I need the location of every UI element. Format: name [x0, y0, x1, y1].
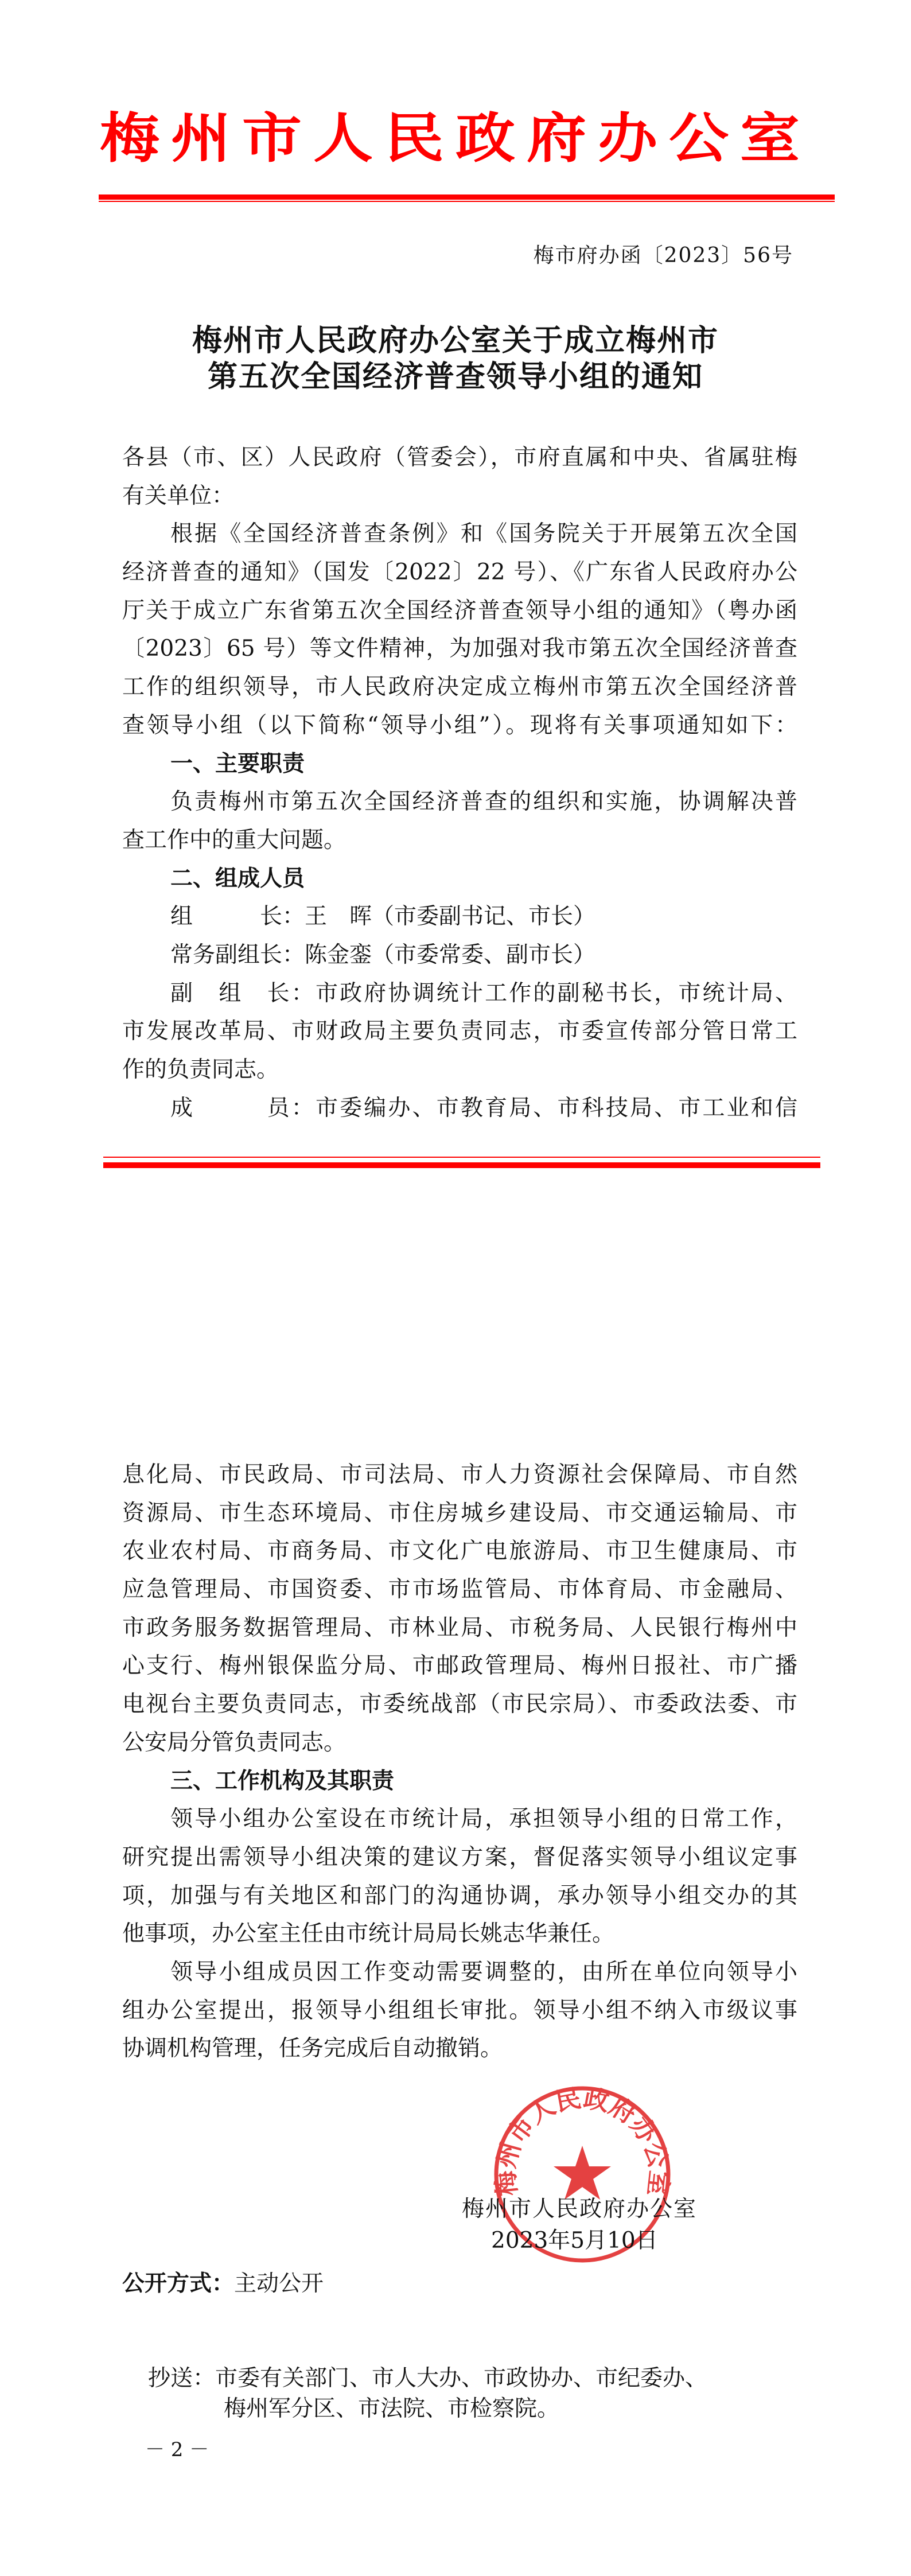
section2-heading: 二、组成人员	[170, 865, 305, 892]
deputy-line: 市发展改革局、市财政局主要负责同志，市委宣传部分管日常工	[122, 1018, 797, 1045]
section3-line: 组办公室提出，报领导小组组长审批。领导小组不纳入市级议事	[122, 1997, 797, 2024]
leader-line: 组 长：王 晖（市委副书记、市长）	[170, 904, 596, 930]
section3-line: 研究提出需领导小组决策的建议方案，督促落实领导小组议定事	[122, 1844, 797, 1870]
issue-date: 2023年5月10日	[491, 2228, 658, 2254]
page2-body	[122, 1456, 797, 2068]
section1-heading: 一、主要职责	[170, 750, 305, 777]
cc-line2: 梅州军分区、市法院、市检察院。	[224, 2396, 560, 2422]
section1-line: 负责梅州市第五次全国经济普查的组织和实施，协调解决普	[170, 789, 797, 815]
document-title-line2: 第五次全国经济普查领导小组的通知	[207, 359, 703, 394]
members-line: 心支行、梅州银保监分局、市邮政管理局、梅州日报社、市广播	[122, 1653, 797, 1679]
intro-line: 查领导小组（以下简称“领导小组”）。现将有关事项通知如下：	[122, 712, 797, 738]
members-line: 息化局、市民政局、市司法局、市人力资源社会保障局、市自然	[122, 1462, 797, 1488]
disclosure-value: 主动公开	[234, 2271, 324, 2297]
document-number: 梅市府办函〔2023〕56号	[533, 244, 793, 267]
members-line: 公安局分管负责同志。	[122, 1729, 347, 1756]
salutation-line: 各县（市、区）人民政府（管委会），市府直属和中央、省属驻梅	[122, 445, 797, 470]
page-number: － 2 －	[145, 2438, 209, 2461]
members-line: 农业农村局、市商务局、市文化广电旅游局、市卫生健康局、市	[122, 1538, 797, 1565]
members-line: 应急管理局、市国资委、市市场监管局、市体育局、市金融局、	[122, 1577, 797, 1603]
section3-line: 项，加强与有关地区和部门的沟通协调，承办领导小组交办的其	[122, 1882, 797, 1909]
members-line: 成 员：市委编办、市教育局、市科技局、市工业和信	[170, 1095, 797, 1121]
members-line: 资源局、市生态环境局、市住房城乡建设局、市交通运输局、市	[122, 1500, 797, 1526]
section3-line: 领导小组成员因工作变动需要调整的，由所在单位向领导小	[170, 1959, 797, 1985]
page1-body	[122, 439, 797, 1127]
header-red-rule-thick	[99, 194, 835, 200]
document-title-line1: 梅州市人民政府办公室关于成立梅州市	[192, 323, 719, 358]
intro-line: 工作的组织领导，市人民政府决定成立梅州市第五次全国经济普	[122, 674, 797, 701]
deputy-line: 作的负责同志。	[122, 1057, 279, 1083]
section1-line: 查工作中的重大问题。	[122, 827, 347, 853]
footer-red-rule-thin	[103, 1157, 820, 1158]
intro-line: 厅关于成立广东省第五次全国经济普查领导小组的通知》（粤办函	[122, 597, 797, 624]
members-line: 电视台主要负责同志，市委统战部（市民宗局）、市委政法委、市	[122, 1691, 797, 1718]
section3-line: 领导小组办公室设在市统计局，承担领导小组的日常工作，	[170, 1806, 797, 1832]
section3-heading: 三、工作机构及其职责	[170, 1768, 395, 1794]
deputy-line: 副 组 长：市政府协调统计工作的副秘书长，市统计局、	[170, 980, 797, 1006]
issuing-org-header: 梅州市人民政府办公室	[99, 106, 811, 170]
issuer-signature: 梅州市人民政府办公室	[462, 2196, 698, 2222]
intro-line: 〔2023〕65 号）等文件精神，为加强对我市第五次全国经济普查	[122, 636, 797, 662]
section3-line: 协调机构管理，任务完成后自动撤销。	[122, 2036, 503, 2062]
cc-label: 抄送：	[148, 2365, 216, 2391]
header-red-rule-thin	[99, 201, 835, 202]
disclosure-row	[122, 2270, 324, 2298]
footer-red-rule-thick	[103, 1162, 820, 1168]
disclosure-label: 公开方式：	[122, 2271, 235, 2297]
cc-line1: 市委有关部门、市人大办、市政协办、市纪委办、	[215, 2365, 708, 2391]
cc-row	[148, 2365, 707, 2392]
intro-line: 经济普查的通知》（国发〔2022〕22 号）、《广东省人民政府办公	[122, 559, 797, 586]
seal-star-icon	[554, 2146, 611, 2200]
members-line: 市政务服务数据管理局、市林业局、市税务局、人民银行梅州中	[122, 1614, 797, 1641]
section3-line: 他事项，办公室主任由市统计局局长姚志华兼任。	[122, 1921, 615, 1947]
intro-line: 根据《全国经济普查条例》和《国务院关于开展第五次全国	[170, 521, 797, 547]
exec-deputy-line: 常务副组长：陈金銮（市委常委、副市长）	[170, 941, 596, 968]
seal-text: 梅州市人民政府办公室	[490, 2083, 674, 2198]
salutation-line: 有关单位：	[122, 482, 235, 509]
